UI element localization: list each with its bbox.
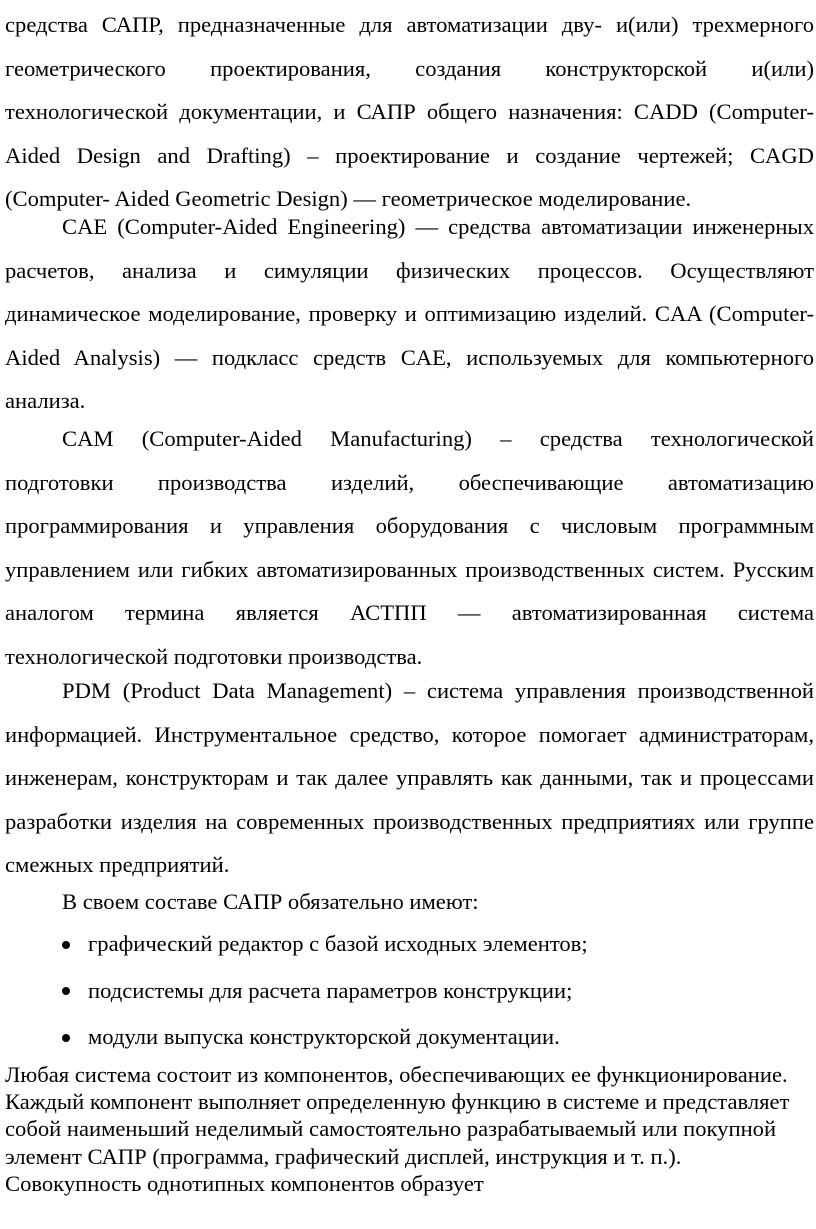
list-item-text: графический редактор с базой исходных элементов; — [88, 931, 588, 956]
bullet-icon — [62, 1034, 70, 1042]
paragraph-pdm: PDM (Product Data Management) – система управления производственной информацией. Инструментальное средство, которое помогает администраторам, инженерам, конструкторам и так далее управлять как данными, так и процессами разработки изделия на современных производственных предприятиях или группе смежных предприятий. — [5, 678, 814, 878]
paragraph-cad-intro: средства САПР, предназначенные для автоматизации дву- и(или) трехмерного геометрического проектирования, создания конструкторской и(или) технологической документации, и САПР общего назначения: CADD (Computer-Aided Design and Drafting) – проектирование и создание чертежей; CAGD (Computer- Aided Geometric Design) — геометрическое моделирование. — [5, 12, 814, 212]
list-item — [62, 968, 802, 1015]
bullet-icon — [62, 941, 70, 949]
paragraph-cam: CAM (Computer-Aided Manufacturing) – средства технологической подготовки производства изделий, обеспечивающие автоматизацию программирования и управления оборудования с числовым программным управлением или гибких автоматизированных производственных систем. Русским аналогом термина является АСТПП — автоматизированная система технологической подготовки производства. — [5, 426, 814, 669]
bullet-icon — [62, 987, 70, 995]
paragraph-closing: Любая система состоит из компонентов, обеспечивающих ее функционирование. Каждый компонент выполняет определенную функцию в системе и представляет собой наименьший неделимый самостоятельно разрабатываемый или покупной элемент САПР (программа, графический дисплей, инструкция и т. п.). Совокупность однотипных компонентов образует — [5, 1062, 790, 1196]
components-list — [62, 921, 802, 1061]
list-item-text: модули выпуска конструкторской документации. — [88, 1024, 560, 1050]
list-item — [62, 921, 802, 968]
paragraph-cae: CAE (Computer-Aided Engineering) — средства автоматизации инженерных расчетов, анализа и симуляции физических процессов. Осуществляют динамическое моделирование, проверку и оптимизацию изделий. CAA (Computer-Aided Analysis) — подкласс средств CAE, используемых для компьютерного анализа. — [5, 214, 814, 414]
paragraph-components-intro: В своем составе САПР обязательно имеют: — [62, 889, 479, 914]
list-item — [62, 1014, 802, 1061]
list-item-text: подсистемы для расчета параметров конструкции; — [88, 977, 573, 1003]
